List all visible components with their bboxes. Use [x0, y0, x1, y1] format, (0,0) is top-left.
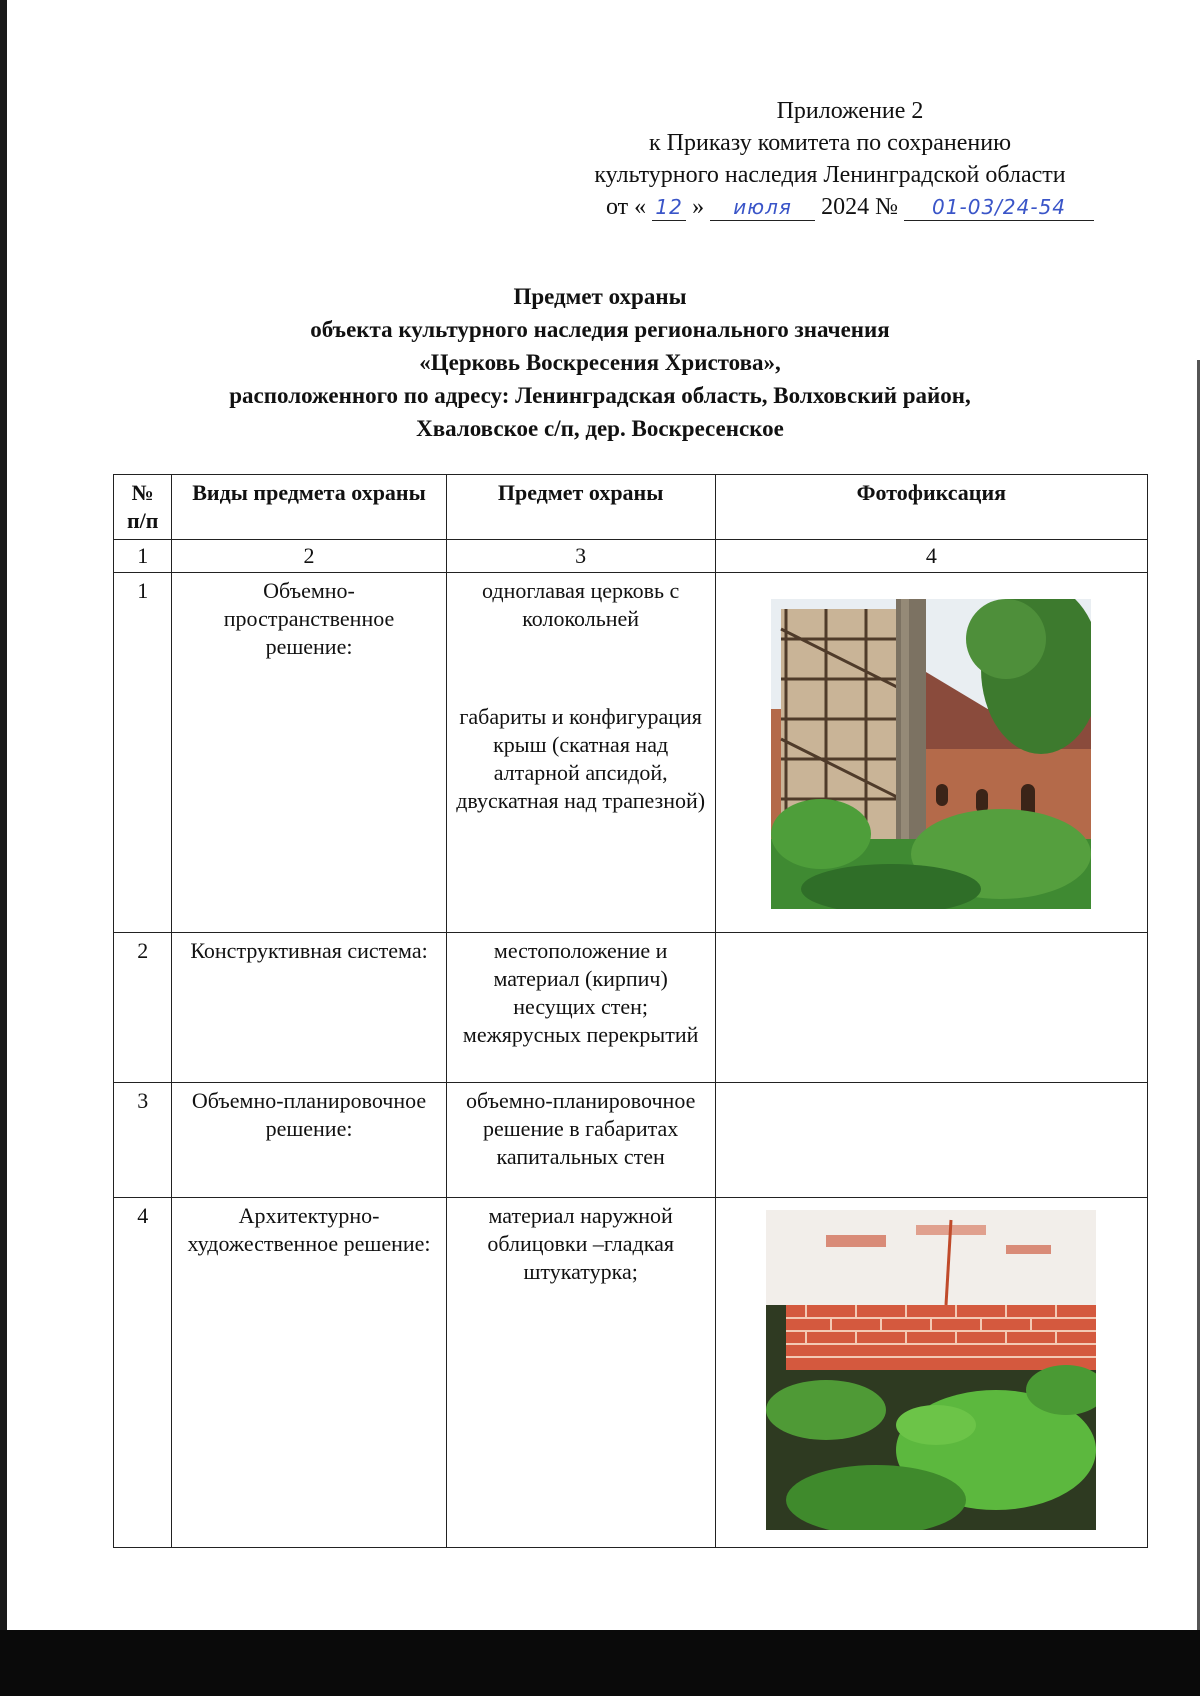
row-photo [715, 1083, 1147, 1198]
appendix-title: Приложение 2 [776, 98, 924, 124]
row-num: 4 [114, 1198, 172, 1548]
row-subject: местоположение и материал (кирпич) несущих стен; межярусных перекрытий [446, 933, 715, 1083]
column-number-row [114, 540, 1148, 573]
table-row [114, 1198, 1148, 1548]
row-subject [446, 573, 715, 933]
heading-address-2: Хваловское с/п, дер. Воскресенское [416, 416, 784, 441]
church-photo [771, 599, 1091, 909]
date-month-field [710, 194, 815, 221]
row-subject-b: габариты и конфигурация крыш (скатная над алтарной апсидой, двускатная над трапезной) [456, 704, 706, 813]
row-type: Архитектурно-художественное решение: [172, 1198, 446, 1548]
row-photo [715, 1198, 1147, 1548]
row-type: Конструктивная система: [172, 933, 446, 1083]
table-row [114, 1083, 1148, 1198]
heading-object-name: «Церковь Воскресения Христова», [419, 350, 781, 375]
date-day-field [652, 194, 686, 221]
order-number: 01-03/24-54 [932, 195, 1067, 219]
row-type: Объемно-планировочное решение: [172, 1083, 446, 1198]
row-subject-a: одноглавая церковь с колокольней [482, 578, 680, 631]
column-number: 1 [114, 540, 172, 573]
date-day: 12 [655, 195, 683, 219]
row-subject: объемно-планировочное решение в габаритах капитальных стен [446, 1083, 715, 1198]
row-num: 2 [114, 933, 172, 1083]
row-photo [715, 933, 1147, 1083]
header-photo: Фотофиксация [715, 475, 1147, 540]
row-num: 3 [114, 1083, 172, 1198]
appendix-date-line [606, 191, 1094, 223]
order-number-field [904, 194, 1094, 221]
table-row [114, 573, 1148, 933]
column-number: 2 [172, 540, 446, 573]
appendix-order-ref: к Приказу комитета по сохранению [648, 130, 1011, 156]
appendix-header [520, 95, 1140, 223]
date-year: 2024 № [821, 194, 899, 220]
header-type: Виды предмета охраны [172, 475, 446, 540]
scan-border-bottom [0, 1630, 1200, 1696]
row-num: 1 [114, 573, 172, 933]
header-subject: Предмет охраны [446, 475, 715, 540]
row-type: Объемно-пространственное решение: [172, 573, 446, 933]
row-photo [715, 573, 1147, 933]
date-month: июля [733, 195, 792, 219]
date-mid: » [692, 194, 705, 220]
column-number: 3 [446, 540, 715, 573]
brick-wall-photo [766, 1210, 1096, 1530]
column-number: 4 [715, 540, 1147, 573]
appendix-committee: культурного наследия Ленинградской области [594, 162, 1066, 188]
table-row [114, 933, 1148, 1083]
heading-title: Предмет охраны [513, 284, 687, 309]
document-heading [100, 280, 1100, 445]
heading-address: расположенного по адресу: Ленинградская область, Волховский район, [229, 383, 971, 408]
heading-object-type: объекта культурного наследия регионального значения [310, 317, 890, 342]
protection-table [113, 474, 1148, 1548]
row-subject: материал наружной облицовки –гладкая штукатурка; [446, 1198, 715, 1548]
date-prefix: от « [605, 194, 647, 220]
header-num: № п/п [114, 475, 172, 540]
table-header-row [114, 475, 1148, 540]
scan-border-left [0, 0, 7, 1630]
